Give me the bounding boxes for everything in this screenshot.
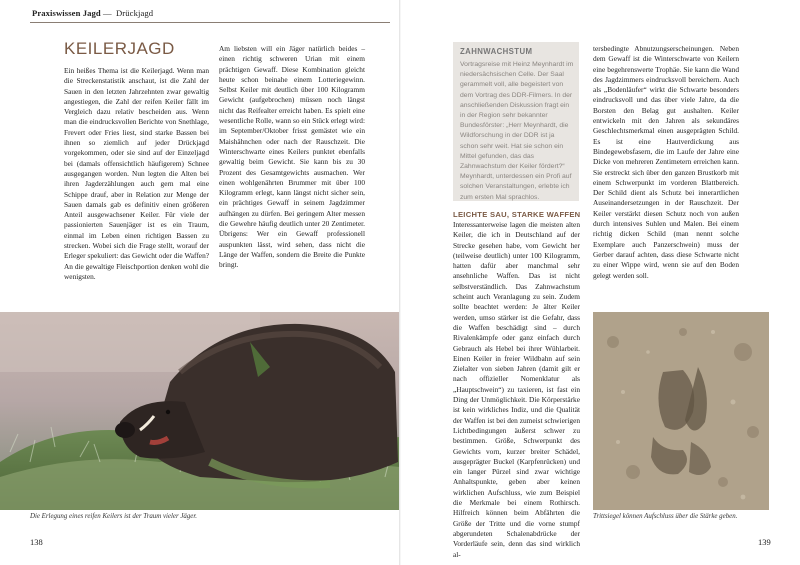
photo-caption-right: Trittsiegel können Aufschluss über die Stärke geben.	[593, 513, 738, 520]
page-number-right: 139	[758, 537, 771, 547]
running-separator: —	[103, 8, 112, 18]
running-header	[32, 8, 153, 18]
text-column-4	[593, 44, 739, 281]
track-photo-illustration	[593, 312, 769, 510]
text-column-1	[64, 66, 209, 282]
boar-photo-illustration	[0, 312, 400, 510]
boar-photo	[0, 312, 400, 510]
text-column-3	[453, 220, 580, 560]
paragraph: tersbedingte Abnutzungserscheinungen. Neben dem Gewaff ist die Winterschwarte von Keilern eine begehrenswerte Trophäe. Sie kann die Wand des Jagdzimmers eindrucksvoll bereichern. Auch als „Bodenläufer“ wirkt die Schwarte besonders eindrucksvoll und das über viele Jahre, da die Borsten den Belag gut aushalten. Keiler entwickeln mit den Jahren als sekundäres Geschlechtsmerkmal einen ausgeprägten Schild. Es ist eine Hautverdickung aus Bindegewebsfasern, die im Laufe der Jahre eine Dicke von mehreren Zentimetern erreichen kann. Sie erstreckt sich über den ganzen Brustkorb mit einem Schwerpunkt im vorderen Blattbereich. Der Schild dient als Schutz bei innerartlichen Auseinandersetzungen in der Rauschzeit. Der Keiler verstärkt diesen Schutz noch von außen durch intensives Suhlen und Malen. Bei einem richtig dicken Schild (man nennt solche Exemplare auch Panzerschwein) muss der Gerber darauf achten, dass diese Schwarte nicht zu einer Wippe wird, wenn sie auf den Boden gelegt werden soll.	[593, 44, 739, 280]
paragraph: Ein heißes Thema ist die Keilerjagd. Wenn man die Streckenstatistik anschaut, ist die Zahl der Sauen in den letzten Jahrzehnten zwar gewaltig angestiegen, die Zahl der reifen Keiler fällt im Vergleich dazu relativ bescheiden aus. Wenn man die eindrucksvollen Berichte von Snethlage, Frevert oder Fries liest, sind starke Bassen bei ihnen so ziemlich auf jeder Drückjagd vorgekommen, oder sie sind auf der Einzeljagd bei (damals offensichtlich häufigerem) Schnee ausgegangen worden. Nun legten die Alten bei ihren Jagderzählungen auch gern mal eine Schippe drauf, aber in Relation zur Menge der Sauen damals gab es definitiv einen größeren Anteil ausgewachsener Keiler. Für viele der passionierten Sauenjäger ist es ein Traum, einmal im Leben einen richtigen Bassen zu strecken. Wobei sich die Frage stellt, worauf der Erleger spekuliert: das Gewicht oder die Waffen? An die gewaltige Fleischportion denken wohl die wenigsten.	[64, 66, 209, 281]
paragraph: Am liebsten will ein Jäger natürlich beides – einen richtig schweren Urian mit einem prächtigen Gewaff. Diese Kombination gleicht heute schon beinahe einem Lotteriegewinn. Selbst Keiler mit deutlich über 100 Kilogramm Gewicht (aufgebrochen) müssen noch längst nicht das Reifealter erreicht haben. Es spielt eine wesentliche Rolle, wann so ein Stück erlegt wird: im September/Oktober frisst gemästet wie ein Maishähnchen oder nach der Rauschzeit. Die Winterschwarte eines Keilers punktet ebenfalls gewaltig beim Gewicht. Sie kann bis zu 30 Prozent des Gesamtgewichts ausmachen. Wer einen wohlgenährten Brummer mit über 100 Kilogramm erlegt, kann längst nicht sicher sein, ein prächtiges Gewaff in seinem Jagdzimmer aufhängen zu dürfen. Bei geringem Alter messen die Gewehre häufig deutlich unter 20 Zentimeter. Übrigens: Wer ein Gewaff professionell auspunkten lässt, wird sehen, dass nicht die Länge der Waffen, sondern die Breite die Punkte bringt.	[219, 44, 365, 270]
track-photo	[593, 312, 769, 510]
running-subsection: Drückjagd	[116, 8, 154, 18]
section-heading: LEICHTE SAU, STARKE WAFFEN	[453, 210, 581, 219]
sidebar-heading: ZAHNWACHSTUM	[460, 47, 533, 56]
text-column-2	[219, 44, 365, 271]
page-number-left: 138	[30, 537, 43, 547]
photo-caption-left: Die Erlegung eines reifen Keilers ist der Traum vieler Jäger.	[30, 513, 198, 520]
paragraph: Interessanterweise lagen die meisten alten Keiler, die ich in Deutschland auf der Strecke gesehen habe, vom Gewicht her (teilweise deutlich) unter 100 Kilogramm, hatten dafür aber manchmal sehr ansehnliche Waffen. Das ist nicht selbstverständlich. Das Zahnwachstum scheint auch Veranlagung zu sein. Zudem sollte beachtet werden: Je älter Keiler werden, umso stärker ist die Gefahr, dass die Waffen beschädigt sind – durch Rivalenkämpfe oder ganz einfach durch Gebrauch als Hebel bei ihrer Wühlarbeit. Einen Keiler in freier Wildbahn auf sein Zielalter von sieben Jahren (damit gilt er nach offizieller Nomenklatur als „Hauptschwein“) zu taxieren, ist fast ein Ding der Unmöglichkeit. Die Körperstärke ist kein wirkliches Indiz, und die Qualität der Waffen ist bei den zumeist schwierigen Lichtbedingungen äußerst schwer zu bestimmen. Größe, Schwerpunkt des Gewichts vorn, kurzer breiter Schädel, ausgeprägter Buckel (Karpfenrücken) und ein langer Pürzel sind zwar wichtige Anhaltspunkte, geben aber keinen wirklichen Aufschluss, wie zum Beispiel die Merkmale bei einem Rothirsch. Hilfreich können beim Abfährten die Größe der Tritte und die vorne stumpf abgerundeten Schalenabdrücke der Vorderläufe sein, denn das sind wirklich al-	[453, 220, 580, 559]
sidebar-text: Vortragsreise mit Heinz Meynhardt im niedersächsischen Celle. Der Saal gerammelt voll, alle begeistert von dem Vortrag des DDR-Filmers. In der anschließenden Diskussion fragt ein in der Region sehr bekannter Bundesförster: „Herr Meynhardt, die Wildforschung in der DDR ist ja schon sehr weit. Hat sie schon ein Mittel gefunden, das das Zahnwachstum der Keiler fördert?“ Meynhardt, unterdessen ein Profi auf solchen Veranstaltungen, erlebte ich zum ersten Mal sprachlos.	[460, 61, 574, 201]
header-rule	[30, 22, 390, 23]
running-section: Praxiswissen Jagd	[32, 8, 101, 18]
sidebar-box	[453, 42, 579, 201]
chapter-title: KEILERJAGD	[64, 39, 175, 58]
